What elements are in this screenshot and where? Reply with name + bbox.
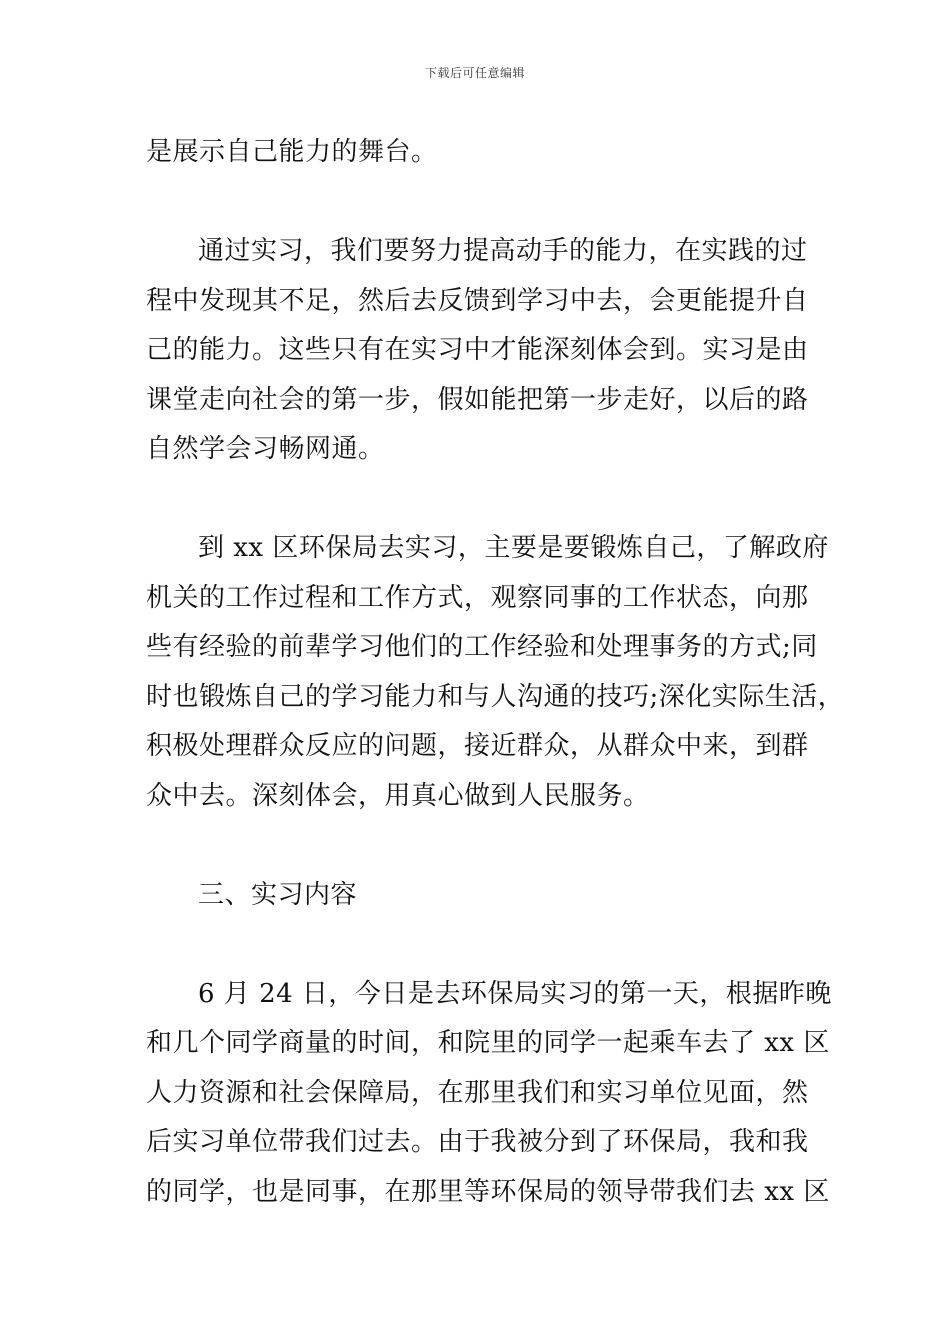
text-line: 积极处理群众反应的问题，接近群众，从群众中来，到群 [146,731,809,761]
paragraph-spacer [146,475,836,525]
paragraph-first-line: 通过实习，我们要努力提高动手的能力，在实践的过 [198,236,808,266]
paragraph-spacer [146,821,836,871]
text-line: 己的能力。这些只有在实习中才能深刻体会到。实习是由 [146,335,809,365]
paragraph-first-line: 6 月 24 日，今日是去环保局实习的第一天，根据昨晚 [198,978,832,1009]
text-line: 的同学，也是同事，在那里等环保局的领导带我们去 xx 区 [146,1176,830,1207]
text-line: 时也锻炼自己的学习能力和与人沟通的技巧;深化实际生活， [146,681,845,712]
text-line: 人力资源和社会保障局，在那里我们和实习单位见面，然 [146,1077,809,1108]
paragraph-spacer [146,178,836,228]
document-body [146,128,845,1217]
text-line: 后实习单位带我们过去。由于我被分到了环保局，我和我 [146,1127,809,1157]
text-line: 机关的工作过程和工作方式，观察同事的工作状态，向那 [146,582,809,613]
paragraph-first-line: 到 xx 区环保局去实习，主要是要锻炼自己，了解政府 [198,533,829,563]
text-line: 课堂走向社会的第一步，假如能把第一步走好，以后的路 [146,384,809,415]
text-line: 众中去。深刻体会，用真心做到人民服务。 [146,780,650,811]
paragraph-first-line: 三、实习内容 [198,879,358,910]
text-line: 程中发现其不足，然后去反馈到学习中去，会更能提升自 [146,285,809,316]
text-line: 和几个同学商量的时间，和院里的同学一起乘车去了 xx 区 [146,1028,830,1058]
text-line: 是展示自己能力的舞台。 [146,137,438,167]
page-header-note: 下载后可任意编辑 [424,66,525,80]
text-line: 些有经验的前辈学习他们的工作经验和处理事务的方式;同 [146,632,818,662]
text-line: 自然学会习畅网通。 [146,434,385,464]
paragraph-spacer [146,920,836,970]
